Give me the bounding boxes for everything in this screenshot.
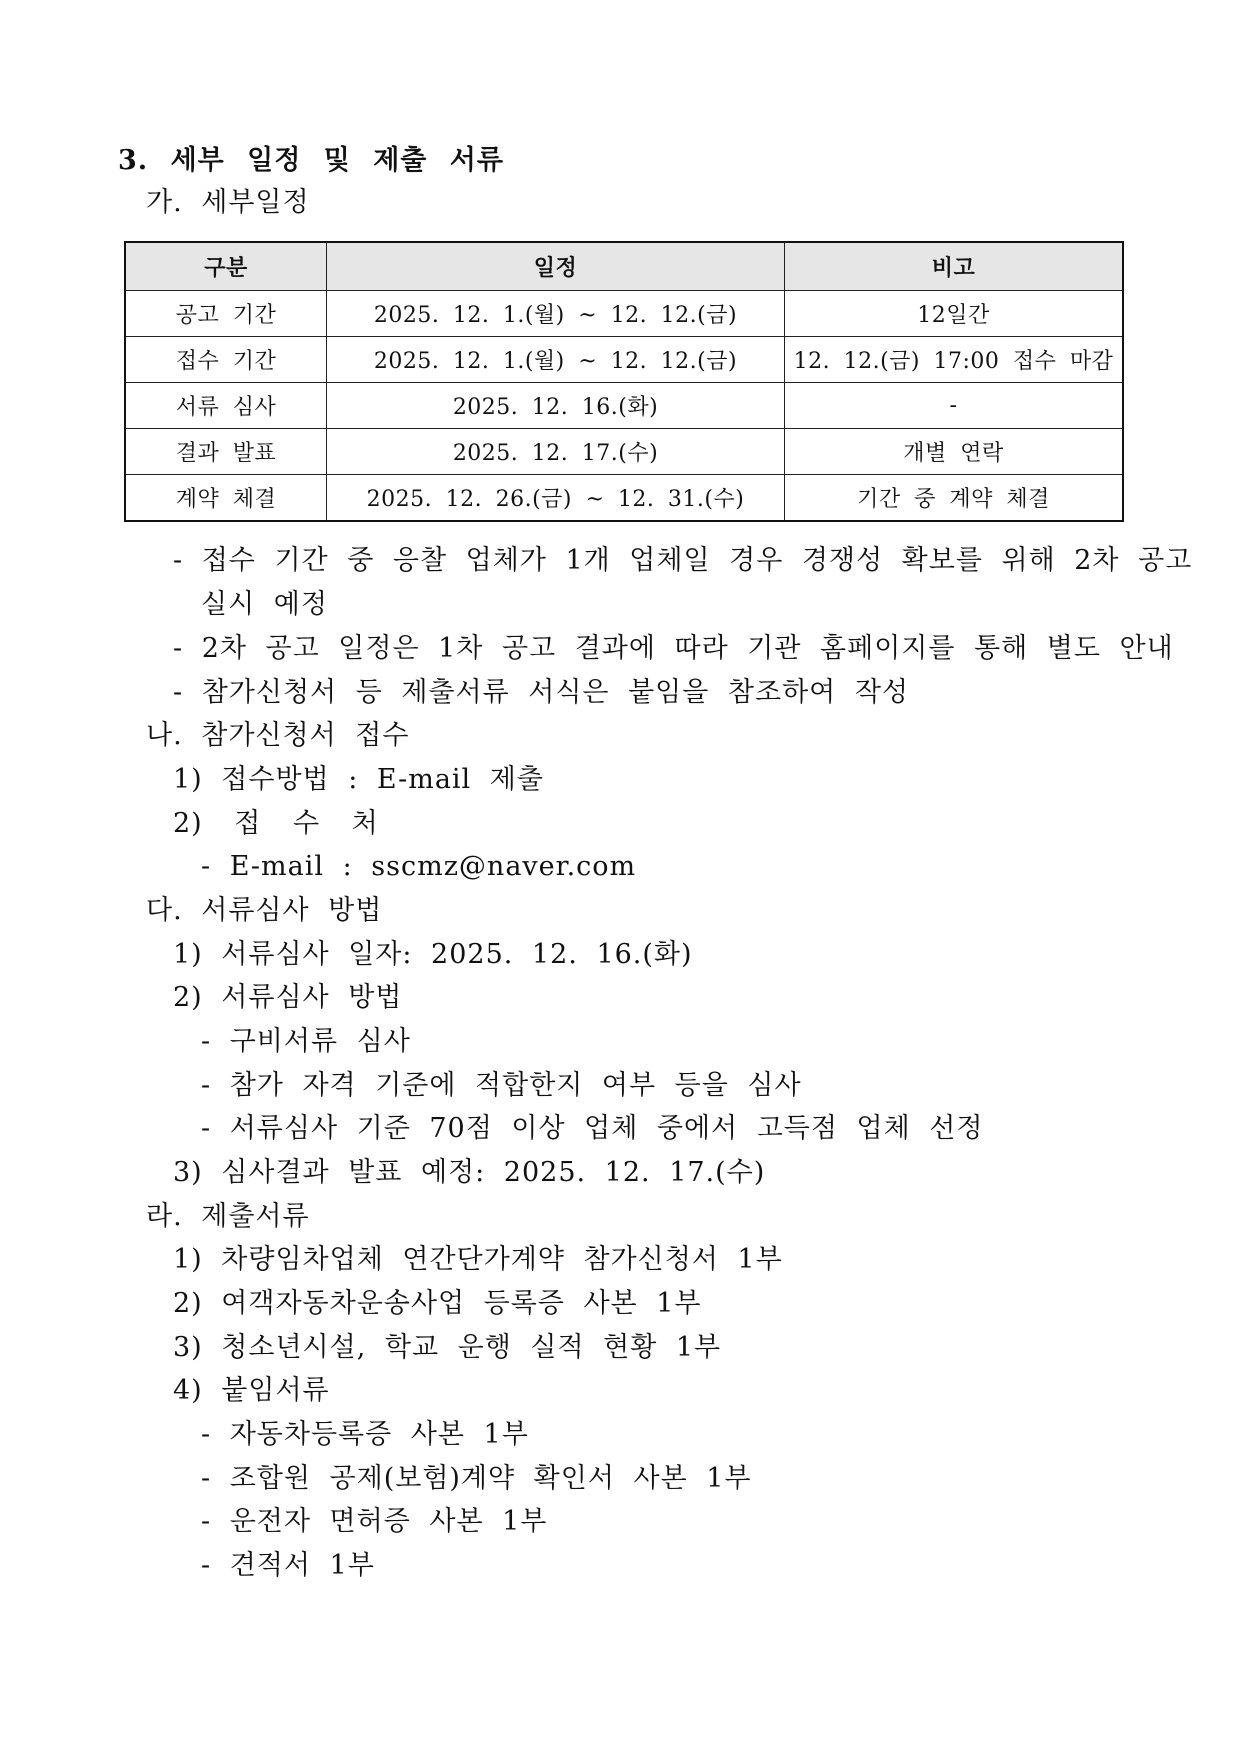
da-item-2: 2) 서류심사 방법: [173, 982, 403, 1013]
header-category: 구분: [125, 242, 327, 291]
table-cell: 기간 중 계약 체결: [785, 475, 1124, 522]
note-1-continued: 실시 예정: [201, 589, 328, 620]
ra-sub-3: - 운전자 면허증 사본 1부: [201, 1506, 548, 1537]
ra-sub-4: - 견적서 1부: [201, 1550, 375, 1581]
da-item-1: 1) 서류심사 일자: 2025. 12. 16.(화): [173, 939, 693, 970]
ra-item-1: 1) 차량임차업체 연간단가계약 참가신청서 1부: [173, 1244, 783, 1275]
table-cell: 2025. 12. 26.(금) ~ 12. 31.(수): [327, 475, 785, 522]
ra-item-3: 3) 청소년시설, 학교 운행 실적 현황 1부: [173, 1332, 722, 1363]
subsection-ga-title: 가. 세부일정: [146, 187, 310, 218]
subsection-ra-title: 라. 제출서류: [146, 1201, 310, 1232]
note-3: - 참가신청서 등 제출서류 서식은 붙임을 참조하여 작성: [173, 677, 910, 708]
header-remarks: 비고: [785, 242, 1124, 291]
table-cell: 결과 발표: [125, 429, 327, 475]
ra-sub-1: - 자동차등록증 사본 1부: [201, 1419, 529, 1450]
table-cell: 계약 체결: [125, 475, 327, 522]
table-cell: 서류 심사: [125, 383, 327, 429]
table-cell: 공고 기간: [125, 291, 327, 337]
na-item-2: 2) 접 수 처: [173, 808, 379, 839]
table-cell: 2025. 12. 1.(월) ~ 12. 12.(금): [327, 291, 785, 337]
schedule-table: [124, 241, 1124, 522]
table-cell: 12일간: [785, 291, 1124, 337]
table-row: [125, 291, 1123, 337]
table-cell: 12. 12.(금) 17:00 접수 마감: [785, 337, 1124, 383]
ra-sub-2: - 조합원 공제(보험)계약 확인서 사본 1부: [201, 1463, 752, 1494]
na-item-1: 1) 접수방법 : E-mail 제출: [173, 764, 544, 795]
note-1: - 접수 기간 중 응찰 업체가 1개 업체일 경우 경쟁성 확보를 위해 2차 공고: [173, 545, 1193, 576]
table-cell: 2025. 12. 1.(월) ~ 12. 12.(금): [327, 337, 785, 383]
na-email: - E-mail : sscmz@naver.com: [201, 851, 637, 882]
da-item-3: 3) 심사결과 발표 예정: 2025. 12. 17.(수): [173, 1157, 766, 1188]
ra-item-4: 4) 붙임서류: [173, 1375, 330, 1406]
table-header-row: [125, 242, 1123, 291]
ra-item-2: 2) 여객자동차운송사업 등록증 사본 1부: [173, 1288, 702, 1319]
table-cell: 개별 연락: [785, 429, 1124, 475]
note-2: - 2차 공고 일정은 1차 공고 결과에 따라 기관 홈페이지를 통해 별도 안내: [173, 633, 1174, 664]
header-schedule: 일정: [327, 242, 785, 291]
section-title: 3. 세부 일정 및 제출 서류: [118, 145, 504, 176]
table-cell: -: [785, 383, 1124, 429]
table-cell: 2025. 12. 16.(화): [327, 383, 785, 429]
table-cell: 접수 기간: [125, 337, 327, 383]
table-row: [125, 429, 1123, 475]
table-row: [125, 337, 1123, 383]
subsection-da-title: 다. 서류심사 방법: [146, 895, 383, 926]
da-sub-2: - 참가 자격 기준에 적합한지 여부 등을 심사: [201, 1070, 802, 1101]
da-sub-3: - 서류심사 기준 70점 이상 업체 중에서 고득점 업체 선정: [201, 1113, 984, 1144]
da-sub-1: - 구비서류 심사: [201, 1026, 411, 1057]
table-row: [125, 475, 1123, 522]
subsection-na-title: 나. 참가신청서 접수: [146, 720, 410, 751]
table-row: [125, 383, 1123, 429]
table-cell: 2025. 12. 17.(수): [327, 429, 785, 475]
